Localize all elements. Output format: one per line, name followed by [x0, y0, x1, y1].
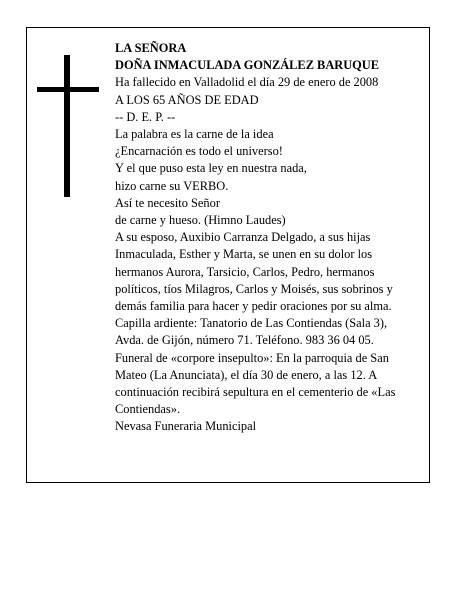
verse-line: Y el que puso esta ley en nuestra nada, — [115, 161, 307, 176]
rip-line: -- D. E. P. -- — [115, 109, 176, 124]
verse-line: Así te necesito Señor — [115, 195, 220, 210]
death-date-line: Ha fallecido en Valladolid el día 29 de enero de 2008 — [115, 75, 379, 90]
cross-horizontal-bar — [37, 87, 99, 92]
family-line: A su esposo, Auxibio Carranza Delgado, a sus hijas — [115, 230, 371, 245]
funeral-line: Funeral de «corpore insepulto»: En la parroquia de San — [115, 350, 389, 365]
verse-line: hizo carne su VERBO. — [115, 178, 229, 193]
family-line: políticos, tíos Milagros, Carlos y Moisés, sus sobrinos y — [115, 281, 393, 296]
funeral-line: Contiendas». — [115, 402, 181, 417]
family-line: Inmaculada, Esther y Marta, se unen en su dolor los — [115, 247, 373, 262]
age-line: A LOS 65 AÑOS DE EDAD — [115, 92, 259, 107]
funeral-line: Mateo (La Anunciata), el día 30 de enero, a las 12. A — [115, 367, 378, 382]
funeral-line: continuación recibirá sepultura en el cementerio de «Las — [115, 385, 396, 400]
funeral-home-line: Nevasa Funeraria Municipal — [115, 419, 257, 434]
chapel-line: Capilla ardiente: Tanatorio de Las Contiendas (Sala 3), — [115, 316, 388, 331]
obituary-title: LA SEÑORA — [115, 41, 187, 55]
obituary-text — [115, 40, 423, 436]
verse-line: ¿Encarnación es todo el universo! — [115, 144, 283, 159]
deceased-name: DOÑA INMACULADA GONZÁLEZ BARUQUE — [115, 58, 380, 73]
family-line: demás familia para hacer y pedir oraciones por su alma. — [115, 299, 392, 314]
cross-vertical-bar — [64, 55, 70, 197]
chapel-line: Avda. de Gijón, número 71. Teléfono. 983 36 04 05. — [115, 333, 374, 348]
cross-icon — [37, 55, 99, 197]
verse-line: de carne y hueso. (Himno Laudes) — [115, 213, 286, 228]
verse-line: La palabra es la carne de la idea — [115, 127, 274, 142]
family-line: hermanos Aurora, Tarsicio, Carlos, Pedro, hermanos — [115, 264, 375, 279]
